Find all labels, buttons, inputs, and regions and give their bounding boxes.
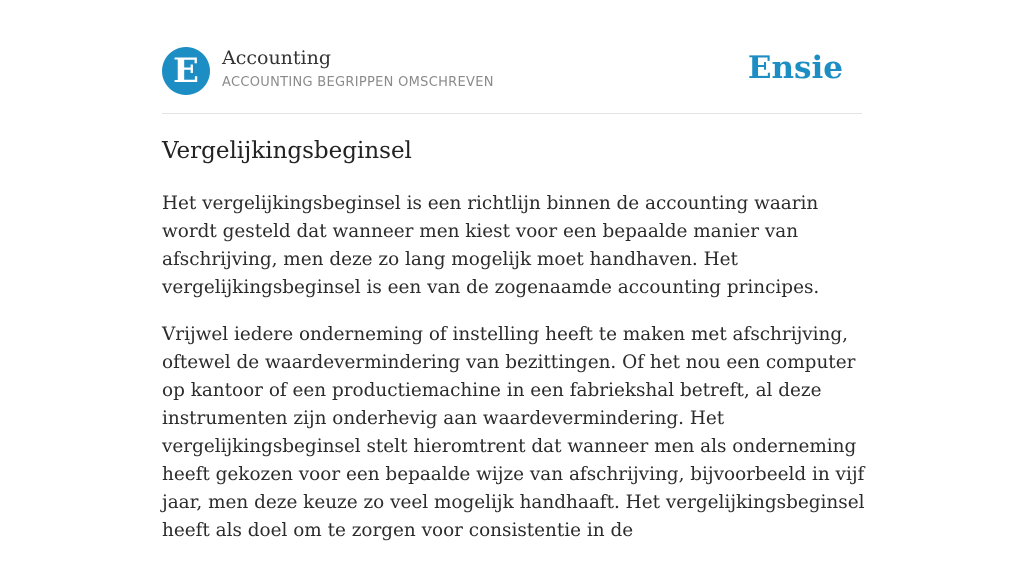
article-title: Vergelijkingsbeginsel — [162, 138, 412, 164]
article-paragraph: Het vergelijkingsbeginsel is een richtlijn binnen de accounting waarin wordt gesteld dat wanneer men kiest voor een bepaalde manier van afschrijving, men deze zo lang mogelijk moet handhaven. Het vergelijkingsbeginsel is een van de zogenaamde accounting principes. — [162, 193, 820, 298]
site-header — [162, 46, 862, 96]
brand-logo[interactable]: Ensie — [747, 50, 843, 86]
site-title[interactable]: Accounting — [222, 47, 332, 69]
header-divider — [162, 113, 862, 114]
site-subtitle: ACCOUNTING BEGRIPPEN OMSCHREVEN — [222, 75, 494, 90]
article-paragraph: Vrijwel iedere onderneming of instelling heeft te maken met afschrijving, oftewel de waardevermindering van bezittingen. Of het nou een computer op kantoor of een productiemachine in een fabriekshal betreft, al deze instrumenten zijn onderhevig aan waardevermindering. Het vergelijkingsbeginsel stelt hieromtrent dat wanneer men als onderneming heeft gekozen voor een bepaalde wijze van afschrijving, bijvoorbeeld in vijf jaar, men deze keuze zo veel mogelijk handhaaft. Het vergelijkingsbeginsel heeft als doel om te zorgen voor consistentie in de — [162, 324, 865, 541]
article-body — [162, 190, 868, 564]
site-logo[interactable] — [162, 47, 210, 95]
logo-letter: E — [173, 51, 199, 91]
